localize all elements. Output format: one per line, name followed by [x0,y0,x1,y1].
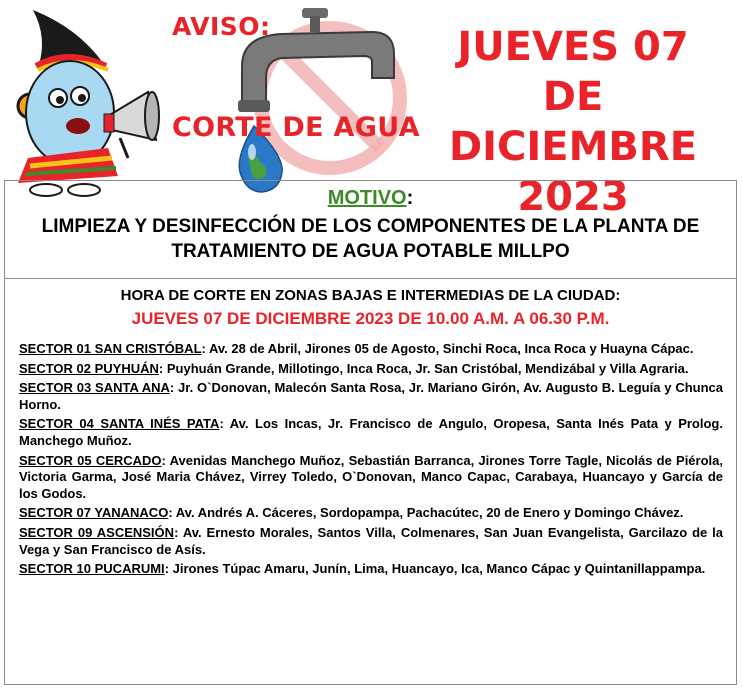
corte-de-agua-title: CORTE DE AGUA [172,112,420,143]
sector-streets: Av. 28 de Abril, Jirones 05 de Agosto, Sinchi Roca, Inca Roca y Huayna Cápac. [208,341,694,356]
sector-item: SECTOR 07 YANANACO: Av. Andrés A. Cáceres, Sordopampa, Pachacútec, 20 de Enero y Domingo Chávez. [19,505,684,521]
sector-name: SECTOR 03 SANTA ANA [19,380,170,396]
sector-item: SECTOR 01 SAN CRISTÓBAL: Av. 28 de Abril, Jirones 05 de Agosto, Sinchi Roca, Inca Roca y Huayna Cápac. [19,341,694,356]
motivo-line: TRATAMIENTO DE AGUA POTABLE MILLPO [171,241,570,262]
aviso-title: AVISO: [172,12,271,41]
sector-name: SECTOR 07 YANANACO [19,505,169,521]
motivo-colon: : [406,187,414,209]
motivo-section [5,181,736,279]
sector-item: SECTOR 03 SANTA ANA: Jr. O`Donovan, Malecón Santa Rosa, Jr. Mariano Girón, Av. Augusto B. Leguía y Chunca Horno. [19,380,723,412]
sector-item: SECTOR 09 ASCENSIÓN: Av. Ernesto Morales, Santos Villa, Colmenares, San Juan Evangelista, Garcilazo de la Vega y San Francisco de Asís. [19,524,724,557]
sector-streets: Avenidas Manchego Muñoz, Sebastián Barranca, Jirones Torre Tagle, Nicolás de Piérola, Victoria Garma, José Maria Chávez, Virrey Toledo, O`Donovan, Manco Capac, Carabaya, Huancayo y García de los Godos. [19,452,723,501]
sector-name: SECTOR 05 CERCADO [19,452,162,468]
sector-streets: Av. Andrés A. Cáceres, Sordopampa, Pachacútec, 20 de Enero y Domingo Chávez. [175,505,684,521]
sector-streets: Av. Ernesto Morales, Santos Villa, Colmenares, San Juan Evangelista, Garcilazo de la Vega y San Francisco de Asís. [19,524,724,557]
sector-item: SECTOR 04 SANTA INÉS PATA: Av. Los Incas, Jr. Francisco de Angulo, Oropesa, Santa Inés Pata y Prolog. Manchego Muñoz. [19,416,723,448]
sector-list [19,341,723,581]
date-line: DICIEMBRE [448,124,698,170]
cut-schedule: JUEVES 07 DE DICIEMBRE 2023 DE 10.00 A.M. A 06.30 P.M. [131,309,610,328]
sector-name: SECTOR 04 SANTA INÉS PATA [19,416,220,432]
sector-streets: Jirones Túpac Amaru, Junín, Lima, Huancayo, Ica, Manco Cápac y Quintanillappampa. [172,561,706,577]
motivo-line: LIMPIEZA Y DESINFECCIÓN DE LOS COMPONENTES DE LA PLANTA DE [41,216,700,237]
motivo-text [5,214,736,264]
sector-streets: Av. Los Incas, Jr. Francisco de Angulo, Oropesa, Santa Inés Pata y Prolog. Manchego Muñoz. [19,416,723,448]
date-line: JUEVES 07 DE [457,24,689,120]
motivo-label-text: MOTIVO [327,187,407,209]
cut-hours-heading: HORA DE CORTE EN ZONAS BAJAS E INTERMEDIAS DE LA CIUDAD: [120,287,621,304]
date-line: 2023 [517,174,629,220]
mascot-icon [8,8,168,198]
sector-name: SECTOR 10 PUCARUMI [19,561,165,577]
sector-name: SECTOR 02 PUYHUÁN [19,360,159,376]
motivo-label [5,187,736,210]
notice-box [4,180,737,685]
sector-item: SECTOR 02 PUYHUÁN: Puyhuán Grande, Millotingo, Inca Roca, Jr. San Cristóbal, Mendizábal y Villa Agraria. [19,360,689,376]
sector-item: SECTOR 05 CERCADO: Avenidas Manchego Muñoz, Sebastián Barranca, Jirones Torre Tagle, Nicolás de Piérola, Victoria Garma, José Maria Chávez, Virrey Toledo, O`Donovan, Manco Capac, Carabaya, Huancayo y García de los Godos. [19,452,723,501]
sector-item: SECTOR 10 PUCARUMI: Jirones Túpac Amaru, Junín, Lima, Huancayo, Ica, Manco Cápac y Quintanillappampa. [19,561,706,577]
sector-name: SECTOR 01 SAN CRISTÓBAL [19,341,202,356]
sector-streets: Jr. O`Donovan, Malecón Santa Rosa, Jr. Mariano Girón, Av. Augusto B. Leguía y Chunca Horno. [19,380,723,412]
sector-streets: Puyhuán Grande, Millotingo, Inca Roca, Jr. San Cristóbal, Mendizábal y Villa Agraria. [166,360,689,376]
sector-name: SECTOR 09 ASCENSIÓN [19,524,175,540]
